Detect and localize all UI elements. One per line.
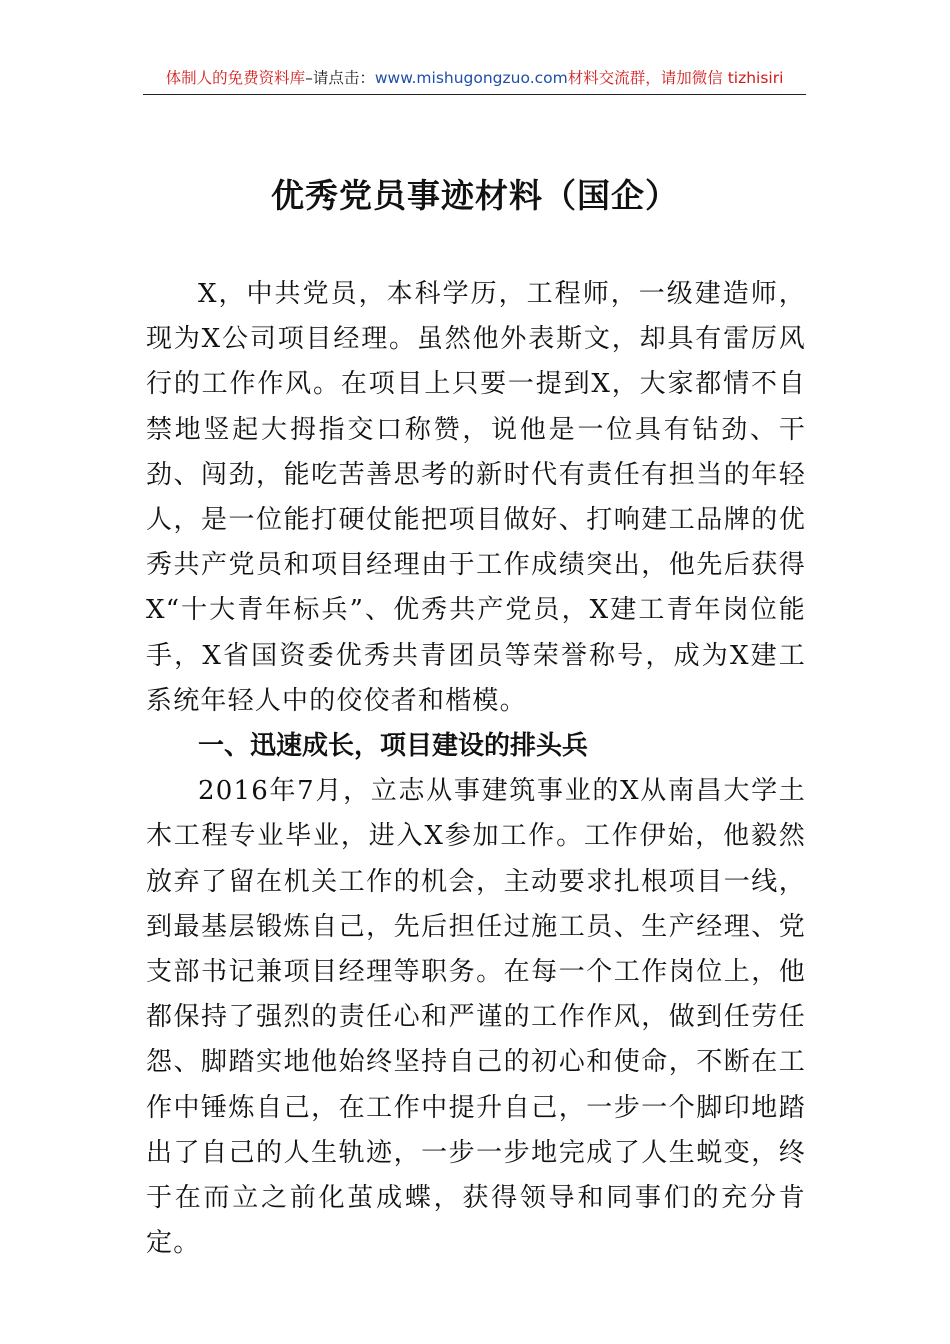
click-prompt: –请点击： — [305, 69, 375, 87]
intro-paragraph: X，中共党员，本科学历，工程师，一级建造师，现为X公司项目经理。虽然他外表斯文，却具有雷厉风行的工作作风。在项目上只要一提到X，大家都情不自禁地竖起大拇指交口称赞，说他是一位具有钻劲、干劲、闯劲，能吃苦善思考的新时代有责任有担当的年轻人，是一位能打硬仗能把项目做好、打响建工品牌的优秀共产党员和项目经理由于工作成绩突出，他先后获得X“十大青年标兵”、优秀共产党员，X建工青年岗位能手，X省国资委优秀共青团员等荣誉称号，成为X建工系统年轻人中的佼佼者和楷模。 — [146, 279, 806, 716]
page-header-banner — [143, 63, 806, 95]
section-1-heading: 一、迅速成长，项目建设的排头兵 — [198, 731, 589, 762]
document-title: 优秀党员事迹材料（国企） — [271, 176, 679, 215]
group-text: 材料交流群，请加微信 — [567, 69, 723, 87]
document-body — [146, 272, 806, 1266]
section-1-paragraph: 2016年7月，立志从事建筑事业的X从南昌大学土木工程专业毕业，进入X参加工作。工作伊始，他毅然放弃了留在机关工作的机会，主动要求扎根项目一线，到最基层锻炼自己，先后担任过施工员、生产经理、党支部书记兼项目经理等职务。在每一个工作岗位上，他都保持了强烈的责任心和严谨的工作作风，做到任劳任怨、脚踏实地他始终坚持自己的初心和使命，不断在工作中锤炼自己，在工作中提升自己，一步一个脚印地踏出了自己的人生轨迹，一步一步地完成了人生蜕变，终于在而立之前化茧成蝶，获得领导和同事们的充分肯定。 — [146, 776, 806, 1259]
wechat-id: tizhisiri — [727, 69, 784, 87]
site-url-link[interactable]: www.mishugongzuo.com — [374, 69, 568, 87]
site-name: 体制人的免费资料库 — [165, 69, 306, 87]
